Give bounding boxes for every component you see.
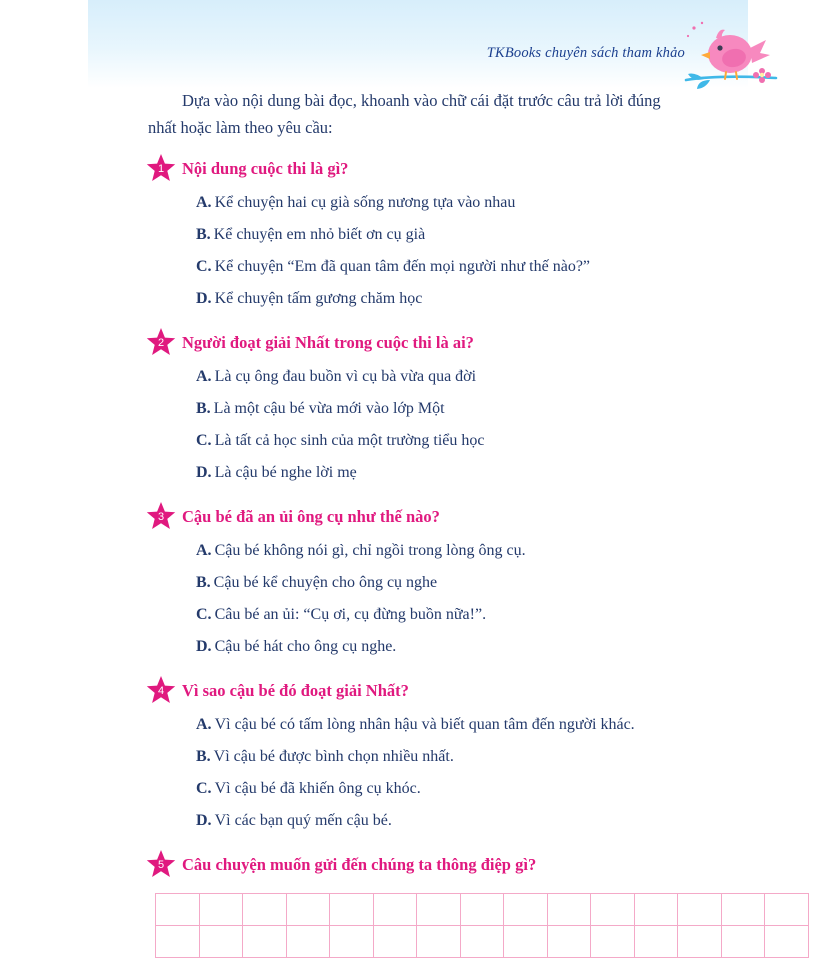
- answer-option[interactable]: [148, 805, 835, 837]
- answer-list: [148, 361, 835, 489]
- answer-grid-cell[interactable]: [547, 894, 591, 926]
- answer-grid-cell[interactable]: [591, 926, 635, 958]
- question-block: [0, 853, 835, 879]
- question-text: Nội dung cuộc thi là gì?: [182, 159, 349, 179]
- question-heading: [148, 505, 835, 531]
- star-badge-icon: [146, 501, 176, 531]
- question-block: [0, 679, 835, 837]
- question-text: Câu chuyện muốn gửi đến chúng ta thông điệp gì?: [182, 855, 537, 875]
- answer-text: Vì cậu bé đã khiến ông cụ khóc.: [214, 780, 421, 798]
- question-block: [0, 157, 835, 315]
- answer-option[interactable]: [148, 631, 835, 663]
- answer-option[interactable]: [148, 599, 835, 631]
- answer-text: Là cậu bé nghe lời mẹ: [214, 464, 357, 482]
- bird-icon: [680, 18, 780, 90]
- answer-text: Kể chuyện tấm gương chăm học: [214, 290, 423, 308]
- answer-text: Vì cậu bé được bình chọn nhiều nhất.: [213, 748, 454, 766]
- answer-label: D.: [196, 638, 212, 656]
- answer-option[interactable]: [148, 709, 835, 741]
- answer-option[interactable]: [148, 773, 835, 805]
- answer-grid-cell[interactable]: [460, 894, 504, 926]
- answer-label: D.: [196, 812, 212, 830]
- answer-label: A.: [196, 368, 212, 386]
- question-heading: [148, 331, 835, 357]
- answer-text: Kể chuyện “Em đã quan tâm đến mọi người như thế nào?”: [214, 258, 591, 276]
- answer-option[interactable]: [148, 535, 835, 567]
- answer-grid-cell[interactable]: [199, 926, 243, 958]
- answer-option[interactable]: [148, 219, 835, 251]
- answer-grid-cell[interactable]: [591, 894, 635, 926]
- answer-label: B.: [196, 574, 211, 592]
- answer-grid-cell[interactable]: [199, 894, 243, 926]
- answer-grid-cell[interactable]: [547, 926, 591, 958]
- answer-label: A.: [196, 542, 212, 560]
- answer-option[interactable]: [148, 457, 835, 489]
- question-number: 3: [157, 510, 165, 523]
- answer-grid-cell[interactable]: [765, 894, 809, 926]
- question-text: Vì sao cậu bé đó đoạt giải Nhất?: [182, 681, 409, 701]
- answer-text: Là một cậu bé vừa mới vào lớp Một: [213, 400, 445, 418]
- answer-grid-cell[interactable]: [417, 926, 461, 958]
- answer-list: [148, 535, 835, 663]
- answer-label: C.: [196, 780, 212, 798]
- answer-label: C.: [196, 432, 212, 450]
- question-heading: [148, 679, 835, 705]
- answer-grid-cell[interactable]: [330, 926, 374, 958]
- answer-list: [148, 709, 835, 837]
- question-heading: [148, 853, 835, 879]
- answer-text: Kể chuyện hai cụ già sống nương tựa vào nhau: [214, 194, 516, 212]
- answer-label: B.: [196, 400, 211, 418]
- answer-option[interactable]: [148, 251, 835, 283]
- star-badge-icon: [146, 849, 176, 879]
- answer-grid-cell[interactable]: [156, 926, 200, 958]
- answer-grid-cell[interactable]: [678, 926, 722, 958]
- answer-label: B.: [196, 226, 211, 244]
- answer-grid-cell[interactable]: [373, 894, 417, 926]
- answer-text: Câu bé an ủi: “Cụ ơi, cụ đừng buồn nữa!”.: [214, 606, 487, 624]
- answer-grid-body: [156, 894, 809, 958]
- answer-option[interactable]: [148, 361, 835, 393]
- question-number: 4: [157, 684, 165, 697]
- answer-text: Là tất cả học sinh của một trường tiểu học: [214, 432, 485, 450]
- answer-grid[interactable]: [155, 893, 809, 958]
- answer-label: C.: [196, 606, 212, 624]
- answer-label: D.: [196, 464, 212, 482]
- star-badge-icon: [146, 327, 176, 357]
- answer-text: Vì các bạn quý mến cậu bé.: [214, 812, 392, 830]
- answer-grid-cell[interactable]: [330, 894, 374, 926]
- answer-text: Cậu bé kể chuyện cho ông cụ nghe: [213, 574, 438, 592]
- answer-grid-cell[interactable]: [243, 894, 287, 926]
- question-text: Cậu bé đã an ủi ông cụ như thế nào?: [182, 507, 440, 527]
- answer-label: A.: [196, 716, 212, 734]
- answer-grid-cell[interactable]: [678, 894, 722, 926]
- answer-grid-cell[interactable]: [243, 926, 287, 958]
- answer-grid-wrapper: [0, 893, 835, 958]
- answer-text: Kể chuyện em nhỏ biết ơn cụ già: [213, 226, 426, 244]
- answer-text: Cậu bé hát cho ông cụ nghe.: [214, 638, 397, 656]
- worksheet-content: [0, 88, 835, 958]
- answer-label: A.: [196, 194, 212, 212]
- answer-option[interactable]: [148, 741, 835, 773]
- answer-list: [148, 187, 835, 315]
- star-badge-icon: [146, 675, 176, 705]
- question-number: 2: [157, 336, 165, 349]
- answer-grid-cell[interactable]: [156, 894, 200, 926]
- answer-grid-cell[interactable]: [417, 894, 461, 926]
- answer-grid-cell[interactable]: [286, 926, 330, 958]
- answer-label: B.: [196, 748, 211, 766]
- star-badge-icon: [146, 153, 176, 183]
- answer-option[interactable]: [148, 393, 835, 425]
- question-number: 1: [157, 162, 165, 175]
- answer-grid-cell[interactable]: [721, 926, 765, 958]
- answer-option[interactable]: [148, 283, 835, 315]
- question-block: [0, 331, 835, 489]
- answer-text: Là cụ ông đau buồn vì cụ bà vừa qua đời: [214, 368, 477, 386]
- answer-grid-cell[interactable]: [286, 894, 330, 926]
- question-text: Người đoạt giải Nhất trong cuộc thi là ai?: [182, 333, 474, 353]
- answer-grid-cell[interactable]: [504, 926, 548, 958]
- brand-text: TKBooks chuyên sách tham khảo: [486, 45, 685, 61]
- answer-option[interactable]: [148, 187, 835, 219]
- answer-text: Vì cậu bé có tấm lòng nhân hậu và biết quan tâm đến người khác.: [214, 716, 635, 734]
- question-block: [0, 505, 835, 663]
- answer-option[interactable]: [148, 425, 835, 457]
- answer-text: Cậu bé không nói gì, chỉ ngồi trong lòng ông cụ.: [214, 542, 526, 560]
- answer-grid-cell[interactable]: [721, 894, 765, 926]
- answer-grid-cell[interactable]: [504, 894, 548, 926]
- answer-grid-cell[interactable]: [634, 894, 678, 926]
- answer-label: C.: [196, 258, 212, 276]
- answer-label: D.: [196, 290, 212, 308]
- answer-grid-cell[interactable]: [765, 926, 809, 958]
- answer-grid-cell[interactable]: [460, 926, 504, 958]
- answer-option[interactable]: [148, 567, 835, 599]
- answer-grid-cell[interactable]: [634, 926, 678, 958]
- answer-grid-row: [156, 926, 809, 958]
- answer-grid-row: [156, 894, 809, 926]
- header-band: [88, 0, 748, 88]
- answer-grid-cell[interactable]: [373, 926, 417, 958]
- question-number: 5: [157, 858, 165, 871]
- question-heading: [148, 157, 835, 183]
- header-margin: [0, 0, 88, 88]
- instructions-text: Dựa vào nội dung bài đọc, khoanh vào chữ cái đặt trước câu trả lời đúng nhất hoặc làm theo yêu cầu:: [148, 91, 661, 137]
